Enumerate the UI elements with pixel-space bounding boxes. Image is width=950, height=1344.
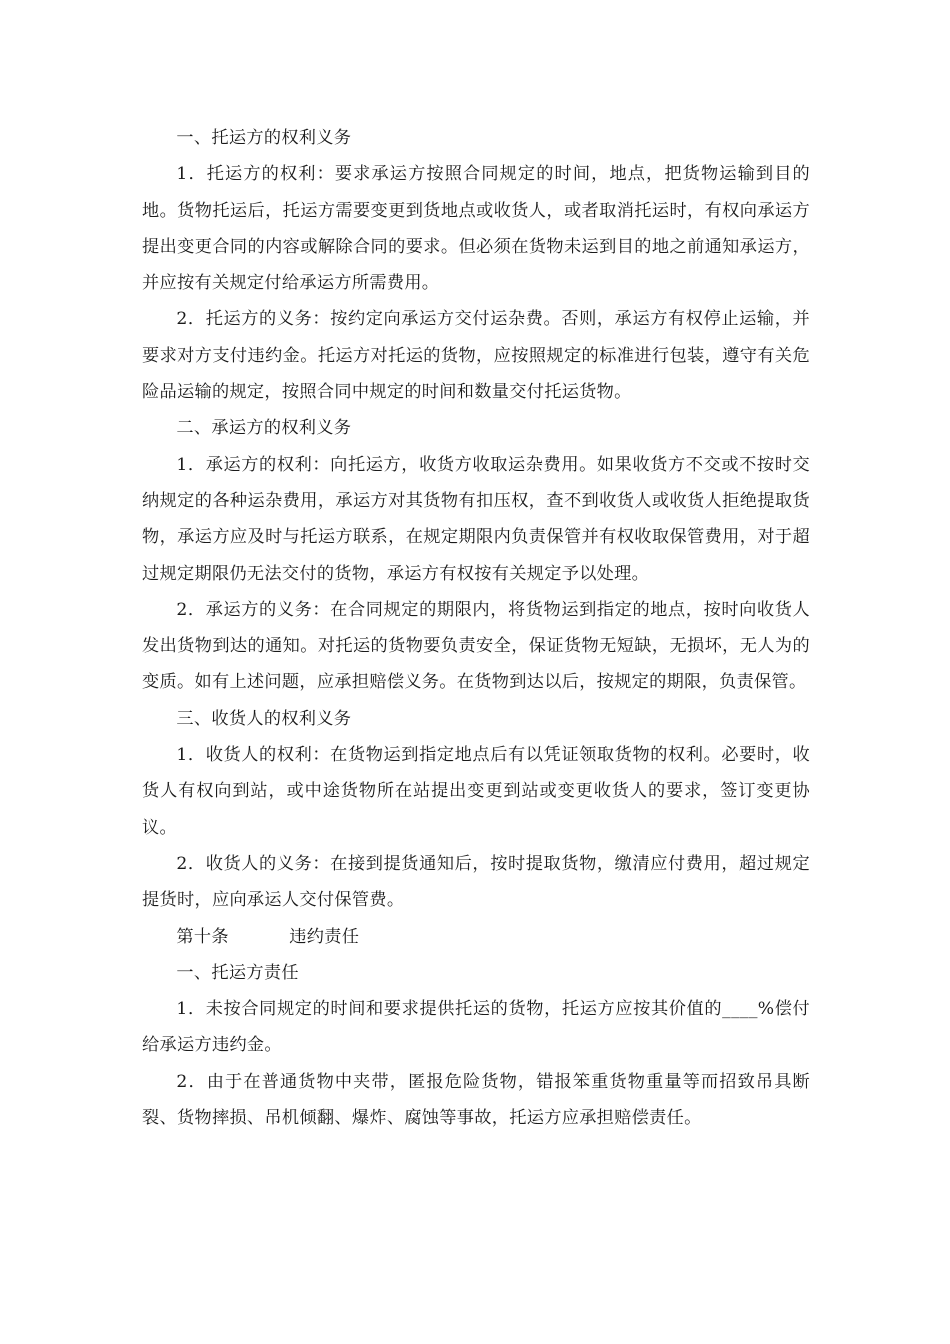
section-heading-carrier-rights-duties: 二、承运方的权利义务 <box>176 418 352 439</box>
section-heading-consignee-rights-duties: 三、收货人的权利义务 <box>176 708 352 729</box>
article-title: 违约责任 <box>289 926 360 947</box>
section-heading-shipper-liability: 一、托运方责任 <box>176 962 299 983</box>
paragraph-shipper-liability-2: 2．由于在普通货物中夹带，匿报危险货物，错报笨重货物重量等而招致吊具断裂、货物摔损、吊机倾翻、爆炸、腐蚀等事故，托运方应承担赔偿责任。 <box>142 1071 810 1129</box>
paragraph-consignee-rights: 1．收货人的权利：在货物运到指定地点后有以凭证领取货物的权利。必要时，收货人有权向到站，或中途货物所在站提出变更到站或变更收货人的要求，签订变更协议。 <box>142 745 810 838</box>
document-body <box>142 120 810 1136</box>
paragraph-consignee-duties: 2．收货人的义务：在接到提货通知后，按时提取货物，缴清应付费用，超过规定提货时，应向承运人交付保管费。 <box>142 853 810 911</box>
paragraph-shipper-duties: 2．托运方的义务：按约定向承运方交付运杂费。否则，承运方有权停止运输，并要求对方支付违约金。托运方对托运的货物，应按照规定的标准进行包装，遵守有关危险品运输的规定，按照合同中规定的时间和数量交付托运货物。 <box>142 309 810 403</box>
paragraph-shipper-liability-1: 1．未按合同规定的时间和要求提供托运的货物，托运方应按其价值的____%偿付给承运方违约金。 <box>142 999 810 1056</box>
paragraph-carrier-rights: 1．承运方的权利：向托运方，收货方收取运杂费用。如果收货方不交或不按时交纳规定的各种运杂费用，承运方对其货物有扣压权，查不到收货人或收货人拒绝提取货物，承运方应及时与托运方联系，在规定期限内负责保管并有权收取保管费用，对于超过规定期限仍无法交付的货物，承运方有权按有关规定予以处理。 <box>142 454 810 584</box>
paragraph-carrier-duties: 2．承运方的义务：在合同规定的期限内，将货物运到指定的地点，按时向收货人发出货物到达的通知。对托运的货物要负责安全，保证货物无短缺，无损坏，无人为的变质。如有上述问题，应承担赔偿义务。在货物到达以后，按规定的期限，负责保管。 <box>142 599 810 693</box>
section-heading-shipper-rights-duties: 一、托运方的权利义务 <box>176 128 352 148</box>
paragraph-shipper-rights: 1．托运方的权利：要求承运方按照合同规定的时间，地点，把货物运输到目的地。货物托运后，托运方需要变更到货地点或收货人，或者取消托运时，有权向承运方提出变更合同的内容或解除合同的要求。但必须在货物未运到目的地之前通知承运方，并应按有关规定付给承运方所需费用。 <box>142 164 810 294</box>
article-number: 第十条 <box>176 926 229 947</box>
article-heading <box>142 919 810 955</box>
